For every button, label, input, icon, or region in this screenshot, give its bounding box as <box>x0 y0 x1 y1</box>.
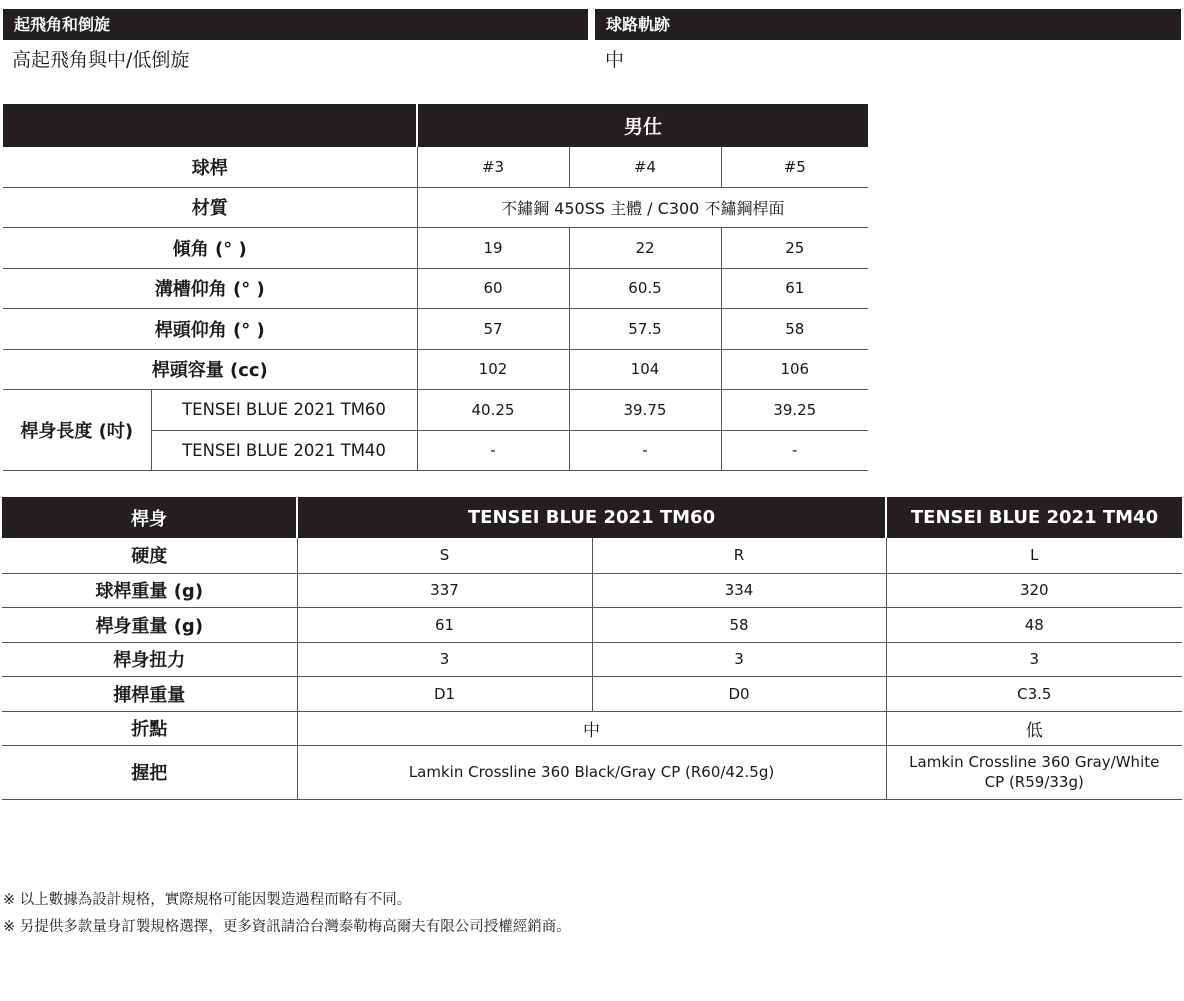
material-label: 材質 <box>3 187 417 227</box>
specs-header-blank <box>3 104 417 147</box>
club-value: #4 <box>569 147 721 187</box>
length-shaft-name: TENSEI BLUE 2021 TM40 <box>151 430 417 470</box>
length-label: 桿身長度 (吋) <box>3 389 151 470</box>
loft-value: 19 <box>417 227 569 268</box>
club-weight-value: 337 <box>297 573 592 607</box>
flex-value: R <box>592 538 886 573</box>
shaft-header: 桿身 <box>2 497 297 538</box>
length-value: - <box>417 430 569 470</box>
swing-weight-label: 揮桿重量 <box>2 676 297 711</box>
club-weight-value: 320 <box>886 573 1182 607</box>
length-value: - <box>569 430 721 470</box>
swing-weight-value: C3.5 <box>886 676 1182 711</box>
grip-value: Lamkin Crossline 360 Black/Gray CP (R60/42.5g) <box>297 745 886 799</box>
bounce-value: 60.5 <box>569 268 721 308</box>
flex-value: L <box>886 538 1182 573</box>
volume-value: 104 <box>569 349 721 389</box>
grip-value: Lamkin Crossline 360 Gray/White CP (R59/33g) <box>886 745 1182 799</box>
trajectory-header: 球路軌跡 <box>595 9 1181 40</box>
shaft-weight-value: 61 <box>297 607 592 642</box>
loft-label: 傾角 (° ) <box>3 227 417 268</box>
mens-header: 男仕 <box>417 104 868 147</box>
club-specs-table <box>3 104 868 471</box>
shaft-weight-value: 58 <box>592 607 886 642</box>
shaft-weight-label: 桿身重量 (g) <box>2 607 297 642</box>
loft-value: 22 <box>569 227 721 268</box>
length-value: 39.75 <box>569 389 721 430</box>
volume-value: 106 <box>721 349 868 389</box>
torque-value: 3 <box>592 642 886 676</box>
lie-value: 58 <box>721 308 868 349</box>
lie-value: 57 <box>417 308 569 349</box>
bounce-label: 溝槽仰角 (° ) <box>3 268 417 308</box>
grip-label: 握把 <box>2 745 297 799</box>
club-weight-value: 334 <box>592 573 886 607</box>
trajectory-value: 中 <box>605 49 625 71</box>
length-value: 40.25 <box>417 389 569 430</box>
kick-point-value: 低 <box>886 711 1182 745</box>
tm40-header: TENSEI BLUE 2021 TM40 <box>886 497 1182 538</box>
torque-value: 3 <box>886 642 1182 676</box>
club-value: #5 <box>721 147 868 187</box>
club-value: #3 <box>417 147 569 187</box>
shaft-weight-value: 48 <box>886 607 1182 642</box>
launch-spin-header: 起飛角和倒旋 <box>3 9 588 40</box>
footnote: ※ 另提供多款量身訂製規格選擇，更多資訊請洽台灣泰勒梅高爾夫有限公司授權經銷商。 <box>3 919 571 935</box>
kick-point-value: 中 <box>297 711 886 745</box>
length-value: 39.25 <box>721 389 868 430</box>
swing-weight-value: D1 <box>297 676 592 711</box>
lie-value: 57.5 <box>569 308 721 349</box>
shaft-specs-table <box>2 497 1182 800</box>
club-weight-label: 球桿重量 (g) <box>2 573 297 607</box>
lie-label: 桿頭仰角 (° ) <box>3 308 417 349</box>
torque-label: 桿身扭力 <box>2 642 297 676</box>
material-value: 不鏽鋼 450SS 主體 / C300 不鏽鋼桿面 <box>417 187 868 227</box>
swing-weight-value: D0 <box>592 676 886 711</box>
length-shaft-name: TENSEI BLUE 2021 TM60 <box>151 389 417 430</box>
bounce-value: 61 <box>721 268 868 308</box>
length-value: - <box>721 430 868 470</box>
flex-value: S <box>297 538 592 573</box>
volume-value: 102 <box>417 349 569 389</box>
launch-spin-value: 高起飛角與中/低倒旋 <box>12 49 190 71</box>
flex-label: 硬度 <box>2 538 297 573</box>
volume-label: 桿頭容量 (cc) <box>3 349 417 389</box>
bounce-value: 60 <box>417 268 569 308</box>
footnote: ※ 以上數據為設計規格，實際規格可能因製造過程而略有不同。 <box>3 892 412 908</box>
loft-value: 25 <box>721 227 868 268</box>
kick-point-label: 折點 <box>2 711 297 745</box>
torque-value: 3 <box>297 642 592 676</box>
club-label: 球桿 <box>3 147 417 187</box>
tm60-header: TENSEI BLUE 2021 TM60 <box>297 497 886 538</box>
